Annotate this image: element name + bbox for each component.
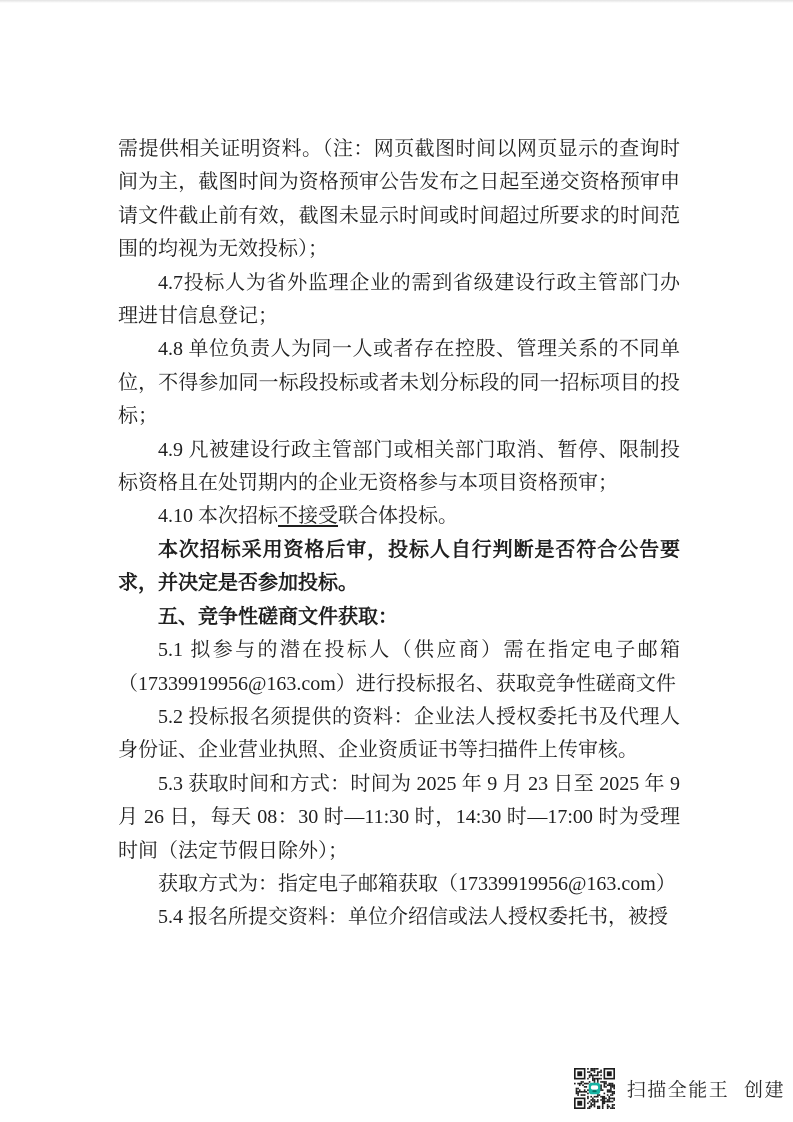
underlined-text: 不接受 xyxy=(278,505,338,528)
text-run: 4.8 单位负责人为同一人或者存在控股、管理关系的不同单位，不得参加同一标段投标或者未划分标段的同一招标项目的投标； xyxy=(118,338,680,428)
text-run: 联合体投标。 xyxy=(338,505,458,528)
text-run: 5.3 获取时间和方式：时间为 2025 年 9 月 23 日至 2025 年 9 月 26 日，每天 08：30 时—11:30 时，14:30 时—17:00 时为受理时间（法定节假日除外）； xyxy=(118,772,680,862)
text-run: 获取方式为：指定电子邮箱获取（17339919956@163.com） xyxy=(158,872,676,895)
text-run: 需提供相关证明资料。（注：网页截图时间以网页显示的查询时间为主，截图时间为资格预审公告发布之日起至递交资格预审申请文件截止前有效，截图未显示时间或时间超过所要求的时间范围的均视为无效投标）； xyxy=(118,138,680,261)
paragraph xyxy=(118,868,680,901)
paragraph xyxy=(118,768,680,868)
scan-edge-shadow xyxy=(0,0,793,3)
paragraph xyxy=(118,701,680,768)
document-body xyxy=(118,133,680,935)
camscanner-watermark xyxy=(574,1068,785,1109)
paragraph xyxy=(118,534,680,601)
text-run: 4.7投标人为省外监理企业的需到省级建设行政主管部门办理进甘信息登记； xyxy=(118,271,680,328)
text-run: 本次招标采用资格后审，投标人自行判断是否符合公告要求，并决定是否参加投标。 xyxy=(118,538,680,595)
text-run: 4.10 本次招标 xyxy=(158,505,278,528)
section-heading xyxy=(118,601,680,634)
paragraph xyxy=(118,901,680,934)
text-run: 4.9 凡被建设行政主管部门或相关部门取消、暂停、限制投标资格且在处罚期内的企业无资格参与本项目资格预审； xyxy=(118,438,680,495)
watermark-label: 扫描全能王 创建 xyxy=(626,1080,785,1101)
paragraph xyxy=(118,133,680,267)
text-run: 5.4 报名所提交资料：单位介绍信或法人授权委托书，被授 xyxy=(158,906,668,929)
paragraph xyxy=(118,434,680,501)
paragraph xyxy=(118,267,680,334)
text-run: 五、竞争性磋商文件获取： xyxy=(158,605,398,628)
paragraph xyxy=(118,634,680,701)
qr-code-icon xyxy=(574,1068,615,1109)
text-run: 5.2 投标报名须提供的资料：企业法人授权委托书及代理人身份证、企业营业执照、企业资质证书等扫描件上传审核。 xyxy=(118,705,680,762)
paragraph xyxy=(118,500,680,533)
text-run: 5.1 拟参与的潜在投标人（供应商）需在指定电子邮箱（17339919956@163.com）进行投标报名、获取竞争性磋商文件 xyxy=(118,639,680,695)
paragraph xyxy=(118,333,680,433)
